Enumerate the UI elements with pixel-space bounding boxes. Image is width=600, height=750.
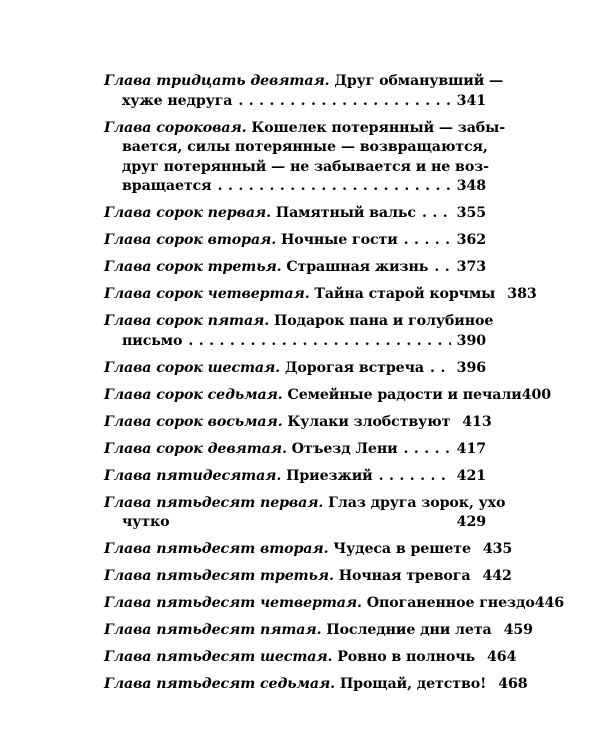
chapter-number: Глава пятьдесят вторая. xyxy=(104,541,329,558)
dot-leader xyxy=(238,92,450,112)
toc-entry xyxy=(104,204,486,224)
page-number: 429 xyxy=(456,514,486,531)
toc-line xyxy=(104,621,533,641)
chapter-title: Ровно в полночь xyxy=(337,649,476,666)
toc-entry xyxy=(104,72,504,111)
chapter-title: письмо xyxy=(122,332,183,349)
chapter-number: Глава пятьдесят пятая. xyxy=(104,622,322,639)
toc-line xyxy=(104,594,565,614)
chapter-title: Глаз друга зорок, ухо xyxy=(328,494,506,511)
toc-entry xyxy=(104,386,551,406)
toc-entry xyxy=(104,675,528,695)
toc-entry xyxy=(104,594,565,614)
toc-line xyxy=(104,513,486,533)
page-number: 390 xyxy=(456,332,486,349)
chapter-title: Опоганенное гнездо xyxy=(366,595,535,612)
chapter-number: Глава сорок девятая. xyxy=(104,440,287,457)
chapter-title: Приезжий xyxy=(286,467,373,484)
page-number: 446 xyxy=(534,595,565,612)
toc-line xyxy=(104,413,492,433)
toc-entry xyxy=(104,413,492,433)
toc-entry xyxy=(104,258,486,278)
page-number: 459 xyxy=(503,622,533,639)
chapter-number: Глава сорок первая. xyxy=(104,205,271,222)
chapter-title: Страшная жизнь xyxy=(286,259,429,276)
toc-line xyxy=(104,72,504,92)
page-number: 468 xyxy=(498,676,528,693)
chapter-title: вается, силы потерянные — возвращаются, xyxy=(122,139,488,156)
toc-entry xyxy=(104,621,533,641)
page-number: 341 xyxy=(456,92,486,109)
page-number: 400 xyxy=(521,386,551,403)
toc-entry xyxy=(104,467,486,487)
dot-leader xyxy=(188,332,450,352)
chapter-number: Глава пятидесятая. xyxy=(104,467,282,484)
page-number: 362 xyxy=(456,232,486,249)
toc-line xyxy=(104,231,486,251)
toc-entry xyxy=(104,285,537,305)
toc-line xyxy=(104,177,486,197)
toc-entry xyxy=(104,648,517,668)
chapter-title: Прощай, детство! xyxy=(339,676,487,693)
spacer xyxy=(169,513,456,533)
toc-entry xyxy=(104,440,486,460)
page-number: 355 xyxy=(456,205,486,222)
chapter-title: Друг обманувший — xyxy=(334,73,504,89)
chapter-title: Ночная тревога xyxy=(338,568,471,585)
toc-line xyxy=(104,119,506,139)
toc-line xyxy=(104,92,486,112)
chapter-title: Кошелек потерянный — забы- xyxy=(251,119,506,136)
chapter-title: Кулаки злобствуют xyxy=(287,413,451,430)
dot-leader xyxy=(434,258,450,278)
chapter-number: Глава пятьдесят седьмая. xyxy=(104,676,335,693)
toc-line xyxy=(104,332,486,352)
chapter-number: Глава сорок шестая. xyxy=(104,359,281,376)
chapter-title: Подарок пана и голубиное xyxy=(273,313,494,330)
chapter-title: Ночные гости xyxy=(280,232,398,249)
dot-leader xyxy=(404,231,451,251)
toc-line xyxy=(104,258,486,278)
chapter-number: Глава пятьдесят третья. xyxy=(104,568,334,585)
chapter-title: Семейные радости и печали xyxy=(287,386,522,403)
toc-line xyxy=(104,540,513,560)
chapter-title: хуже недруга xyxy=(122,92,233,109)
page-number: 413 xyxy=(462,413,492,430)
page-number: 396 xyxy=(456,359,486,376)
chapter-title: Памятный вальс xyxy=(275,205,416,222)
toc-line xyxy=(104,204,486,224)
page-number: 442 xyxy=(482,568,512,585)
toc-line xyxy=(104,285,537,305)
toc-entry xyxy=(104,312,494,351)
chapter-title: вращается xyxy=(122,178,212,195)
dot-leader xyxy=(422,204,451,224)
chapter-number: Глава сорок седьмая. xyxy=(104,386,283,403)
page-number: 435 xyxy=(482,541,513,558)
chapter-number: Глава сорок вторая. xyxy=(104,232,277,249)
chapter-number: Глава сорок пятая. xyxy=(104,313,270,330)
page-number: 464 xyxy=(487,649,517,666)
chapter-title: чутко xyxy=(122,514,170,531)
chapter-number: Глава пятьдесят четвертая. xyxy=(104,595,362,612)
chapter-number: Глава тридцать девятая. xyxy=(104,73,330,89)
toc-line xyxy=(104,440,486,460)
toc-line xyxy=(104,386,551,406)
toc-line xyxy=(104,567,512,587)
chapter-title: Чудеса в решете xyxy=(333,541,471,558)
toc-entry xyxy=(104,567,512,587)
toc-line xyxy=(104,359,486,379)
chapter-number: Глава пятьдесят первая. xyxy=(104,494,324,511)
table-of-contents xyxy=(104,72,565,702)
page-number: 383 xyxy=(507,286,537,303)
toc-line xyxy=(104,494,506,514)
chapter-title: Тайна старой корчмы xyxy=(314,286,496,303)
chapter-number: Глава сорок восьмая. xyxy=(104,413,283,430)
toc-line xyxy=(104,138,486,158)
chapter-number: Глава сорок четвертая. xyxy=(104,286,310,303)
toc-entry xyxy=(104,359,486,379)
toc-entry xyxy=(104,119,506,197)
dot-leader xyxy=(379,467,451,487)
toc-line xyxy=(104,648,517,668)
chapter-title: друг потерянный — не забывается и не воз- xyxy=(122,158,489,175)
chapter-title: Последние дни лета xyxy=(326,622,492,639)
toc-entry xyxy=(104,231,486,251)
page-number: 348 xyxy=(456,178,486,195)
dot-leader xyxy=(218,177,451,197)
toc-line xyxy=(104,675,528,695)
page-number: 417 xyxy=(456,440,486,457)
chapter-title: Отъезд Лени xyxy=(291,440,398,457)
toc-line xyxy=(104,467,486,487)
toc-entry xyxy=(104,540,513,560)
dot-leader xyxy=(404,440,451,460)
dot-leader xyxy=(430,359,451,379)
toc-line xyxy=(104,158,489,178)
page-number: 421 xyxy=(456,467,486,484)
toc-line xyxy=(104,312,494,332)
chapter-number: Глава пятьдесят шестая. xyxy=(104,649,333,666)
page-number: 373 xyxy=(456,259,486,276)
chapter-number: Глава сороковая. xyxy=(104,119,247,136)
toc-entry xyxy=(104,494,506,533)
chapter-title: Дорогая встреча xyxy=(284,359,424,376)
chapter-number: Глава сорок третья. xyxy=(104,259,282,276)
